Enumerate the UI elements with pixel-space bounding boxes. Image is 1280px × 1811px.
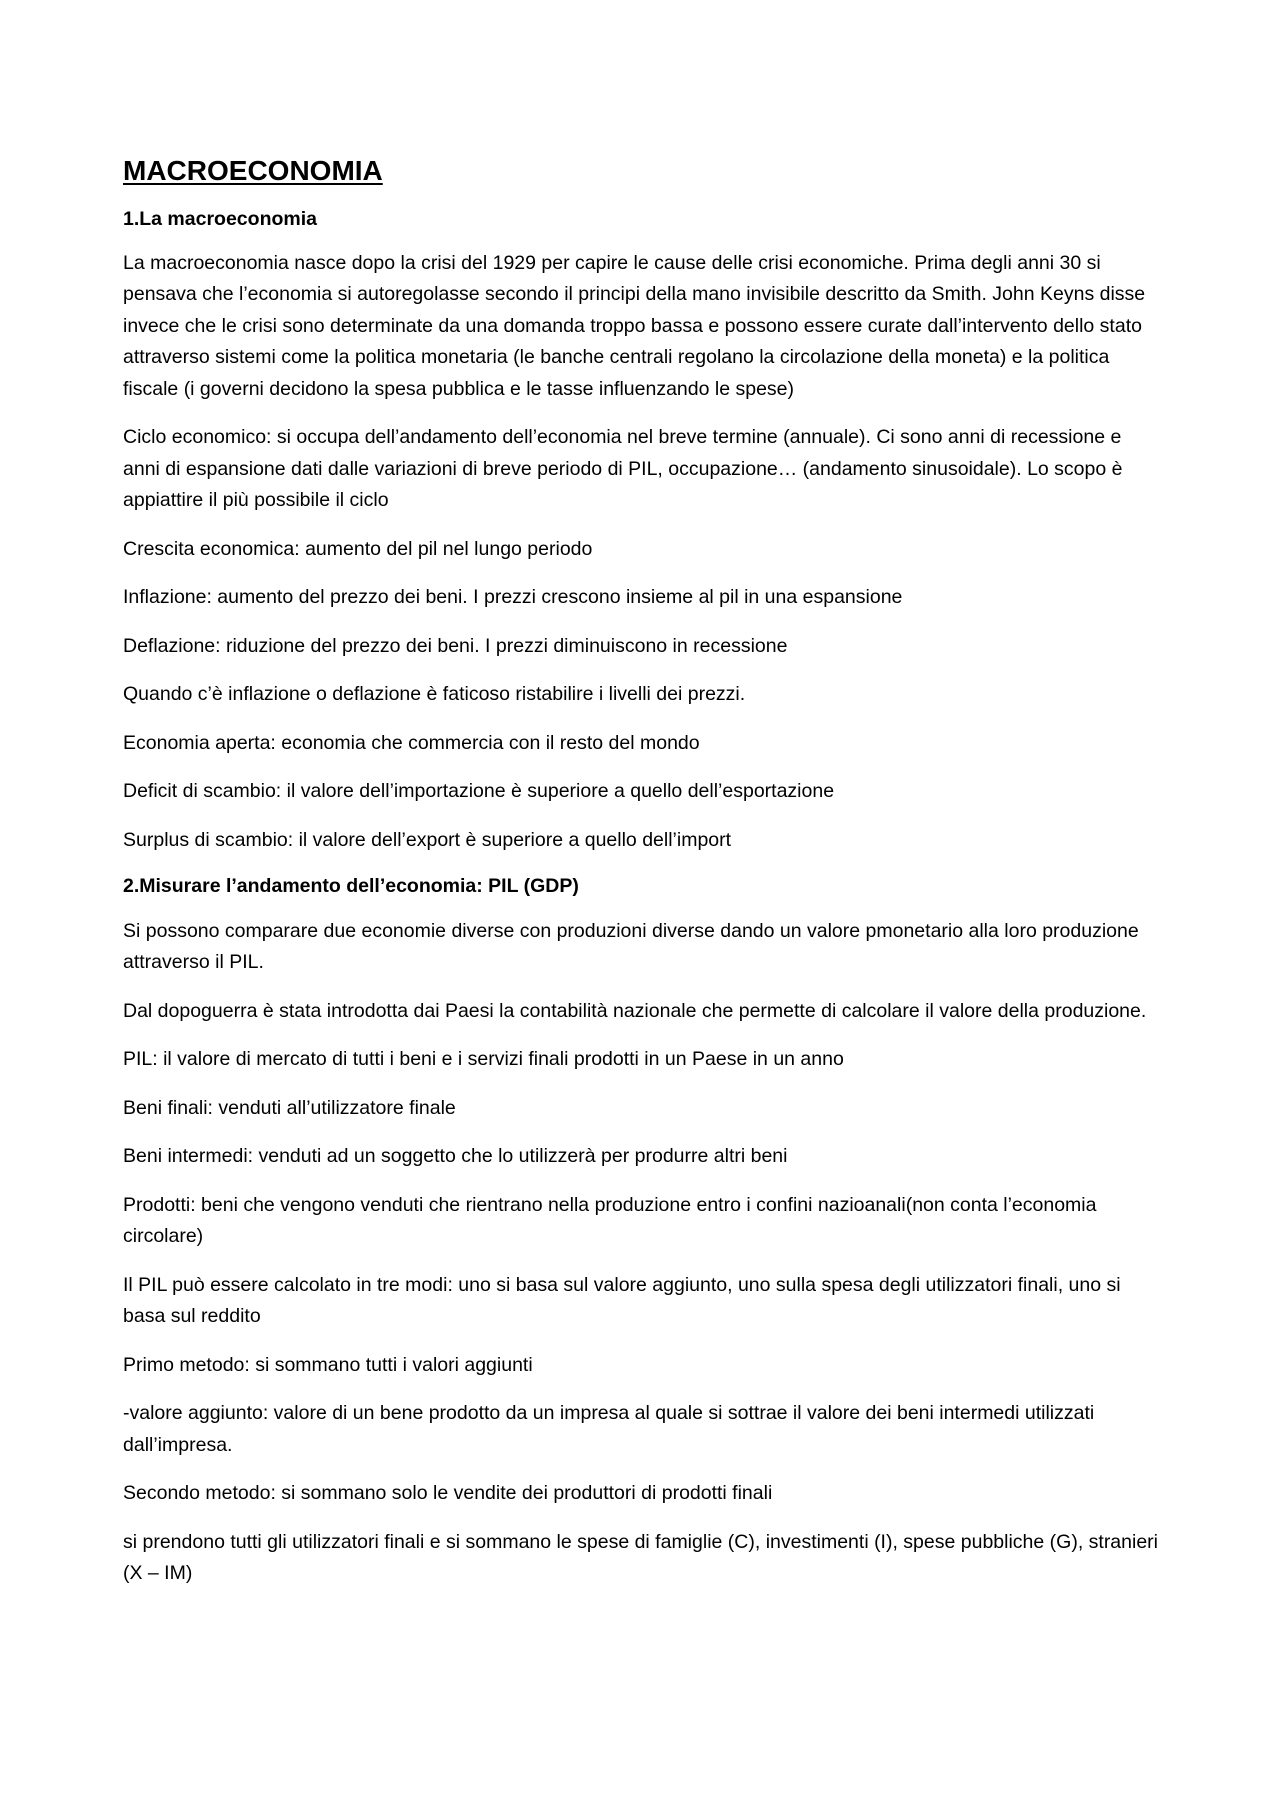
paragraph-secondo-metodo: Secondo metodo: si sommano solo le vendite dei produttori di prodotti finali bbox=[123, 1482, 773, 1505]
paragraph-beni-finali: Beni finali: venduti all’utilizzatore finale bbox=[123, 1096, 456, 1119]
paragraph-inflazione: Inflazione: aumento del prezzo dei beni. I prezzi crescono insieme al pil in una espansione bbox=[123, 586, 903, 609]
paragraph-primo-metodo: Primo metodo: si sommano tutti i valori aggiunti bbox=[123, 1353, 533, 1376]
paragraph-pil-definizione: PIL: il valore di mercato di tutti i beni e i servizi finali prodotti in un Paese in un anno bbox=[123, 1048, 844, 1071]
section-heading-1: 1.La macroeconomia bbox=[123, 207, 317, 230]
paragraph-economia-aperta: Economia aperta: economia che commercia con il resto del mondo bbox=[123, 731, 700, 754]
paragraph-contabilita-nazionale: Dal dopoguerra è stata introdotta dai Paesi la contabilità nazionale che permette di calcolare il valore della produzione. bbox=[123, 999, 1147, 1022]
paragraph-ciclo-economico: Ciclo economico: si occupa dell’andamento dell’economia nel breve termine (annuale). Ci sono anni di recessione e anni di espansione dati dalle variazioni di breve periodo di PIL, occupazione… (andamento sinusoidale). Lo scopo è appiattire il più possibile il ciclo bbox=[123, 426, 1123, 512]
paragraph-crescita-economica: Crescita economica: aumento del pil nel lungo periodo bbox=[123, 537, 593, 560]
paragraph-intro: La macroeconomia nasce dopo la crisi del 1929 per capire le cause delle crisi economiche. Prima degli anni 30 si pensava che l’economia si autoregolasse secondo il principi della mano invisibile descritto da Smith. John Keyns disse invece che le crisi sono determinate da una domanda troppo bassa e possono essere curate dall’intervento dello stato attraverso sistemi come la politica monetaria (le banche centrali regolano la circolazione della moneta) e la politica fiscale (i governi decidono la spesa pubblica e le tasse influenzando le spese) bbox=[123, 251, 1146, 400]
document-page bbox=[123, 154, 1163, 1607]
paragraph-tre-modi: Il PIL può essere calcolato in tre modi: uno si basa sul valore aggiunto, uno sulla spesa degli utilizzatori finali, uno si basa sul reddito bbox=[123, 1273, 1121, 1328]
paragraph-prodotti: Prodotti: beni che vengono venduti che rientrano nella produzione entro i confini nazioanali(non conta l’economia circolare) bbox=[123, 1193, 1097, 1248]
paragraph-deflazione: Deflazione: riduzione del prezzo dei beni. I prezzi diminuiscono in recessione bbox=[123, 634, 788, 657]
paragraph-surplus-scambio: Surplus di scambio: il valore dell’export è superiore a quello dell’import bbox=[123, 828, 732, 851]
document-title: MACROECONOMIA bbox=[123, 155, 383, 186]
section-macroeconomia bbox=[123, 206, 1163, 857]
paragraph-deficit-scambio: Deficit di scambio: il valore dell’importazione è superiore a quello dell’esportazione bbox=[123, 780, 835, 803]
paragraph-comparare-economie: Si possono comparare due economie diverse con produzioni diverse dando un valore pmonetario alla loro produzione attraverso il PIL. bbox=[123, 919, 1139, 974]
paragraph-valore-aggiunto: -valore aggiunto: valore di un bene prodotto da un impresa al quale si sottrae il valore dei beni intermedi utilizzati dall’impresa. bbox=[123, 1402, 1095, 1456]
paragraph-beni-intermedi: Beni intermedi: venduti ad un soggetto che lo utilizzerà per produrre altri beni bbox=[123, 1145, 788, 1168]
paragraph-utilizzatori-finali: si prendono tutti gli utilizzatori finali e si sommano le spese di famiglie (C), investimenti (I), spese pubbliche (G), stranieri (X – IM) bbox=[123, 1530, 1159, 1585]
section-pil bbox=[123, 873, 1163, 1589]
section-heading-2: 2.Misurare l’andamento dell’economia: PIL (GDP) bbox=[123, 875, 579, 898]
paragraph-livelli-prezzi: Quando c’è inflazione o deflazione è faticoso ristabilire i livelli dei prezzi. bbox=[123, 683, 746, 706]
